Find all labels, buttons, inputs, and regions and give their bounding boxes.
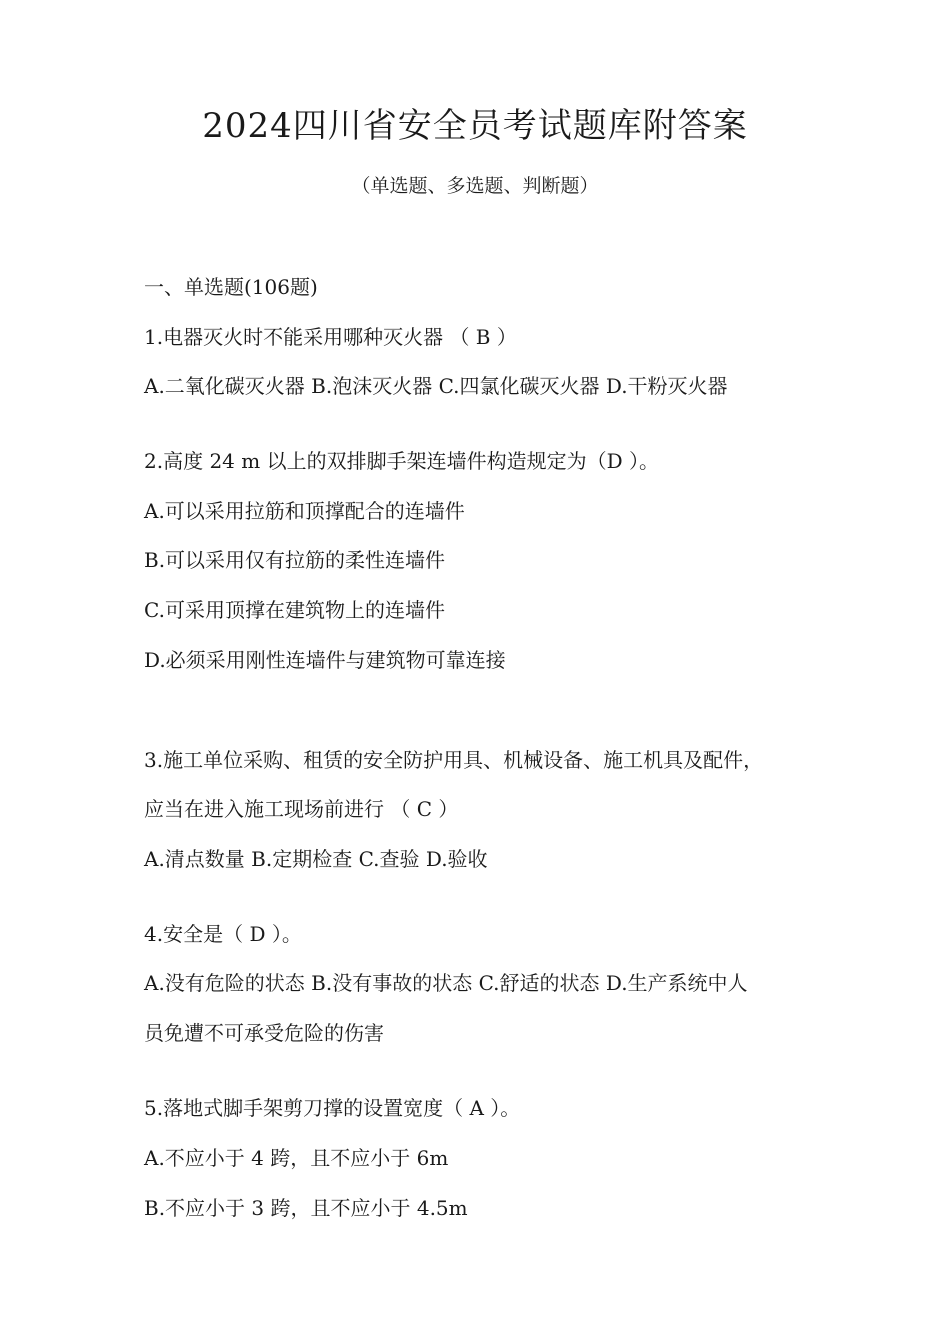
question-1-stem: 1.电器灭火时不能采用哪种灭火器 （ B ）	[144, 325, 517, 349]
question-4-options-line-2: 员免遭不可承受危险的伤害	[144, 1021, 384, 1045]
document-title: 2024四川省安全员考试题库附答案	[202, 106, 748, 146]
document-subtitle: （单选题、多选题、判断题）	[351, 175, 599, 197]
question-3-stem-line-1: 3.施工单位采购、租赁的安全防护用具、机械设备、施工机具及配件，	[144, 748, 764, 772]
question-4-options-line-1: A.没有危险的状态 B.没有事故的状态 C.舒适的状态 D.生产系统中人	[144, 971, 748, 995]
question-3-stem-line-2: 应当在进入施工现场前进行 （ C ）	[144, 797, 459, 821]
question-2-option-b: B.可以采用仅有拉筋的柔性连墙件	[144, 548, 446, 572]
question-2-option-a: A.可以采用拉筋和顶撑配合的连墙件	[144, 499, 465, 523]
question-3-options: A.清点数量 B.定期检查 C.查验 D.验收	[144, 847, 488, 871]
question-5-option-a: A.不应小于 4 跨，且不应小于 6m	[144, 1146, 449, 1170]
question-5-option-b: B.不应小于 3 跨，且不应小于 4.5m	[144, 1196, 468, 1220]
section-heading: 一、单选题(106题)	[144, 275, 318, 299]
question-2-option-d: D.必须采用刚性连墙件与建筑物可靠连接	[144, 648, 506, 672]
question-2-option-c: C.可采用顶撑在建筑物上的连墙件	[144, 598, 445, 622]
question-5-stem: 5.落地式脚手架剪刀撑的设置宽度（ A ）。	[144, 1096, 521, 1120]
question-2-stem: 2.高度 24 m 以上的双排脚手架连墙件构造规定为（D ）。	[144, 449, 659, 473]
question-1-options: A.二氧化碳灭火器 B.泡沫灭火器 C.四氯化碳灭火器 D.干粉灭火器	[144, 374, 728, 398]
question-4-stem: 4.安全是（ D ）。	[144, 922, 302, 946]
